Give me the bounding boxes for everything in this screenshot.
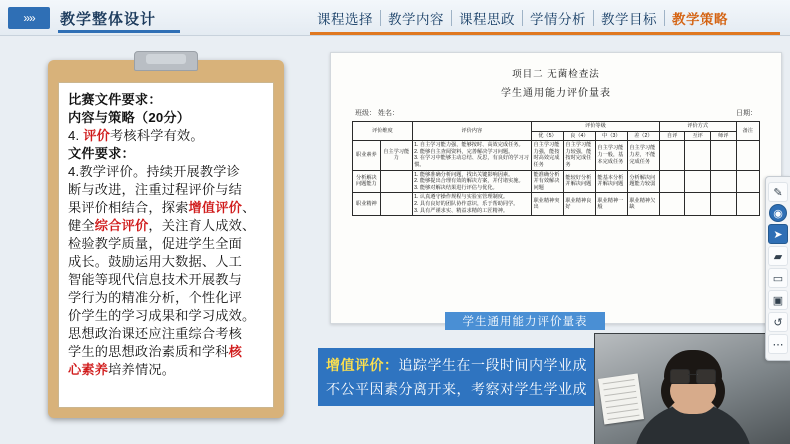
- th-method-teacher: 师评: [710, 131, 736, 141]
- th-method-self: 自评: [659, 131, 685, 141]
- th-grade: 评价等级: [531, 122, 659, 132]
- slide-document: [330, 52, 782, 324]
- requirements-document: [58, 82, 274, 408]
- row-method-self[interactable]: [659, 141, 685, 170]
- document-meta-right: 日期：: [736, 110, 757, 117]
- highlighter-icon[interactable]: ▰: [768, 246, 788, 266]
- row-method-peer[interactable]: [685, 141, 711, 170]
- req-highlight-evaluation: 评价: [83, 128, 111, 143]
- th-method: 评价方式: [659, 122, 736, 132]
- row-item: 3. 能够对解决结果进行评估与优化。: [414, 184, 498, 191]
- glasses-icon: [670, 369, 716, 382]
- req-line-11: 学行为的精准分析，个性化评: [68, 290, 243, 305]
- req-line-6: 果评价相结合，探索增值评价、: [68, 200, 256, 215]
- th-grade-good: 良（4）: [563, 131, 595, 141]
- row-item: 3. 具有严谨求实、精益求精的工匠精神。: [414, 207, 509, 214]
- row-items-3: [412, 193, 531, 216]
- tab-course-ideology[interactable]: 课程思政: [459, 12, 515, 27]
- tab-teaching-strategy[interactable]: 教学策略: [672, 12, 728, 27]
- req-line-10: 智能等现代信息技术开展教与: [68, 272, 243, 287]
- row-items-2: [412, 170, 531, 193]
- shapes-icon[interactable]: ▣: [768, 290, 788, 310]
- req-line-5: 断与改进，注重过程评价与结: [68, 182, 243, 197]
- row-item: 2. 能够提出合理有效的解决方案，并付诸实施。: [414, 178, 524, 185]
- req-line-12: 价学生的学习成果和学习成效。: [68, 308, 256, 323]
- req-line-15: 心素养培养情况。: [68, 362, 176, 377]
- tab-bar: [310, 5, 735, 33]
- row-dimension-2: 分析解决问题能力: [353, 170, 381, 193]
- row-item: 1. 认真遵守操作规程与实验室管理制度。: [414, 194, 509, 201]
- row-grade-note: 自主学习能力较强，能按时完成任务: [563, 141, 595, 170]
- document-meta: [355, 108, 757, 118]
- row-item: 2. 能够自主查阅资料，完善解决学习问题。: [414, 148, 514, 155]
- row-sub-2: [380, 170, 412, 193]
- req-line-4: 4.教学评价。持续开展教学诊: [68, 164, 241, 179]
- undo-icon[interactable]: ↺: [768, 312, 788, 332]
- req-line-0: 比赛文件要求：: [68, 92, 162, 107]
- row-remark[interactable]: [736, 170, 760, 193]
- page-title: 教学整体设计: [60, 11, 157, 28]
- row-method-self[interactable]: [659, 170, 685, 193]
- document-title: 学生通用能力评价量表: [501, 88, 611, 99]
- req-line-1: 内容与策略（20分）: [68, 110, 191, 125]
- row-method-self[interactable]: [659, 193, 685, 216]
- row-item: 1. 能够准确分析问题，找出关键影响因素。: [414, 171, 514, 178]
- row-grade-note: 自主学习能力强，能按时高效完成任务: [531, 141, 563, 170]
- tab-course-selection[interactable]: 课程选择: [317, 12, 373, 27]
- row-method-teacher[interactable]: [710, 170, 736, 193]
- caption-line-1-rest: 追踪学生在一段时间内学业成: [398, 357, 587, 373]
- cursor-arrow-icon[interactable]: ➤: [768, 224, 788, 244]
- table-row: [353, 170, 760, 193]
- row-method-teacher[interactable]: [710, 193, 736, 216]
- th-content: 评价内容: [412, 122, 531, 141]
- caption-line-2: 不公平因素分离开来，考察对学生学业成: [326, 381, 587, 397]
- row-grade-note: 能基本分析并解决问题: [595, 170, 627, 193]
- row-dimension-3: 职业精神: [353, 193, 381, 216]
- req-line-3: 文件要求：: [68, 146, 135, 161]
- row-item: 1. 自主学习能力强，能够按时、高效完成任务。: [414, 142, 524, 149]
- req-line-7: 健全综合评价，关注育人成效、: [68, 218, 256, 233]
- row-dimension-1: 职业素养: [353, 141, 381, 170]
- double-chevron-right-icon[interactable]: »»: [8, 7, 50, 29]
- row-item: 2. 具有良好的团队协作意识，乐于帮助同学。: [414, 200, 519, 207]
- req-line-8: 检验教学质量，促进学生全面: [68, 236, 243, 251]
- evaluation-table: [352, 121, 760, 216]
- pen-icon[interactable]: ✎: [768, 182, 788, 202]
- row-items-1: [412, 141, 531, 170]
- slide-caption-button[interactable]: 学生通用能力评价量表: [445, 312, 605, 330]
- row-grade-note: 自主学习能力一般，基本完成任务: [595, 141, 627, 170]
- row-grade-note: 能较好分析并解决问题: [563, 170, 595, 193]
- row-grade-note: 能准确分析并有效解决问题: [531, 170, 563, 193]
- th-grade-medium: 中（3）: [595, 131, 627, 141]
- th-grade-poor: 差（2）: [627, 131, 659, 141]
- row-grade-note: 职业精神突出: [531, 193, 563, 216]
- req-line-14: 学生的思想政治素质和学科核: [68, 344, 243, 359]
- row-grade-note: 职业精神欠缺: [627, 193, 659, 216]
- row-sub-1: 自主学习能力: [380, 141, 412, 170]
- req-line-2: 4. 评价考核科学有效。: [68, 128, 204, 143]
- tab-learning-analysis[interactable]: 学情分析: [523, 5, 593, 35]
- req-highlight-core-2: 心素养: [68, 362, 109, 377]
- table-header-row: [353, 122, 760, 132]
- webcam-picture-in-picture[interactable]: [594, 333, 790, 444]
- caption-highlight: 增值评价：: [326, 357, 399, 373]
- row-grade-note: 职业精神一般: [595, 193, 627, 216]
- table-row: [353, 141, 760, 170]
- tab-teaching-content[interactable]: 教学内容: [388, 12, 444, 27]
- table-row: [353, 193, 760, 216]
- document-project-title: 项目二 无菌检查法: [512, 69, 600, 80]
- eraser-icon[interactable]: ▭: [768, 268, 788, 288]
- tab-teaching-goals[interactable]: 教学目标: [601, 12, 657, 27]
- req-line-13: 思想政治课还应注重综合考核: [68, 326, 243, 341]
- req-highlight-comprehensive: 综合评价: [94, 218, 149, 233]
- th-grade-excellent: 优（5）: [531, 131, 563, 141]
- clipboard-panel: [48, 60, 284, 418]
- tab-bar-accent-rule: [310, 32, 780, 35]
- row-item: 3. 在学习中能够主动总结、反思，有良好的学习习惯。: [414, 155, 529, 168]
- row-sub-3: [380, 193, 412, 216]
- th-method-peer: 互评: [685, 131, 711, 141]
- req-line-9: 成长。鼓励运用大数据、人工: [68, 254, 243, 269]
- paper-prop: [598, 373, 644, 424]
- req-highlight-added-value: 增值评价: [188, 200, 243, 215]
- row-grade-note: 分析解决问题能力较弱: [627, 170, 659, 193]
- clipboard-clamp: [146, 54, 186, 64]
- top-navigation-bar: [0, 0, 790, 36]
- row-method-peer[interactable]: [685, 193, 711, 216]
- th-dimension: 评价维度: [353, 122, 413, 141]
- eye-icon[interactable]: ◉: [769, 204, 787, 222]
- req-highlight-core-1: 核: [228, 344, 243, 359]
- page-title-underline: [58, 30, 180, 33]
- row-remark[interactable]: [736, 141, 760, 170]
- row-grade-note: 职业精神良好: [563, 193, 595, 216]
- th-remark: 备注: [736, 122, 760, 141]
- row-grade-note: 自主学习能力差，不能完成任务: [627, 141, 659, 170]
- document-meta-left: 班级： 姓名：: [355, 110, 399, 117]
- row-method-peer[interactable]: [685, 170, 711, 193]
- row-remark[interactable]: [736, 193, 760, 216]
- more-icon[interactable]: ⋯: [768, 334, 788, 354]
- row-method-teacher[interactable]: [710, 141, 736, 170]
- clipboard-clip: [134, 51, 198, 71]
- annotation-tool-rail: [765, 176, 790, 361]
